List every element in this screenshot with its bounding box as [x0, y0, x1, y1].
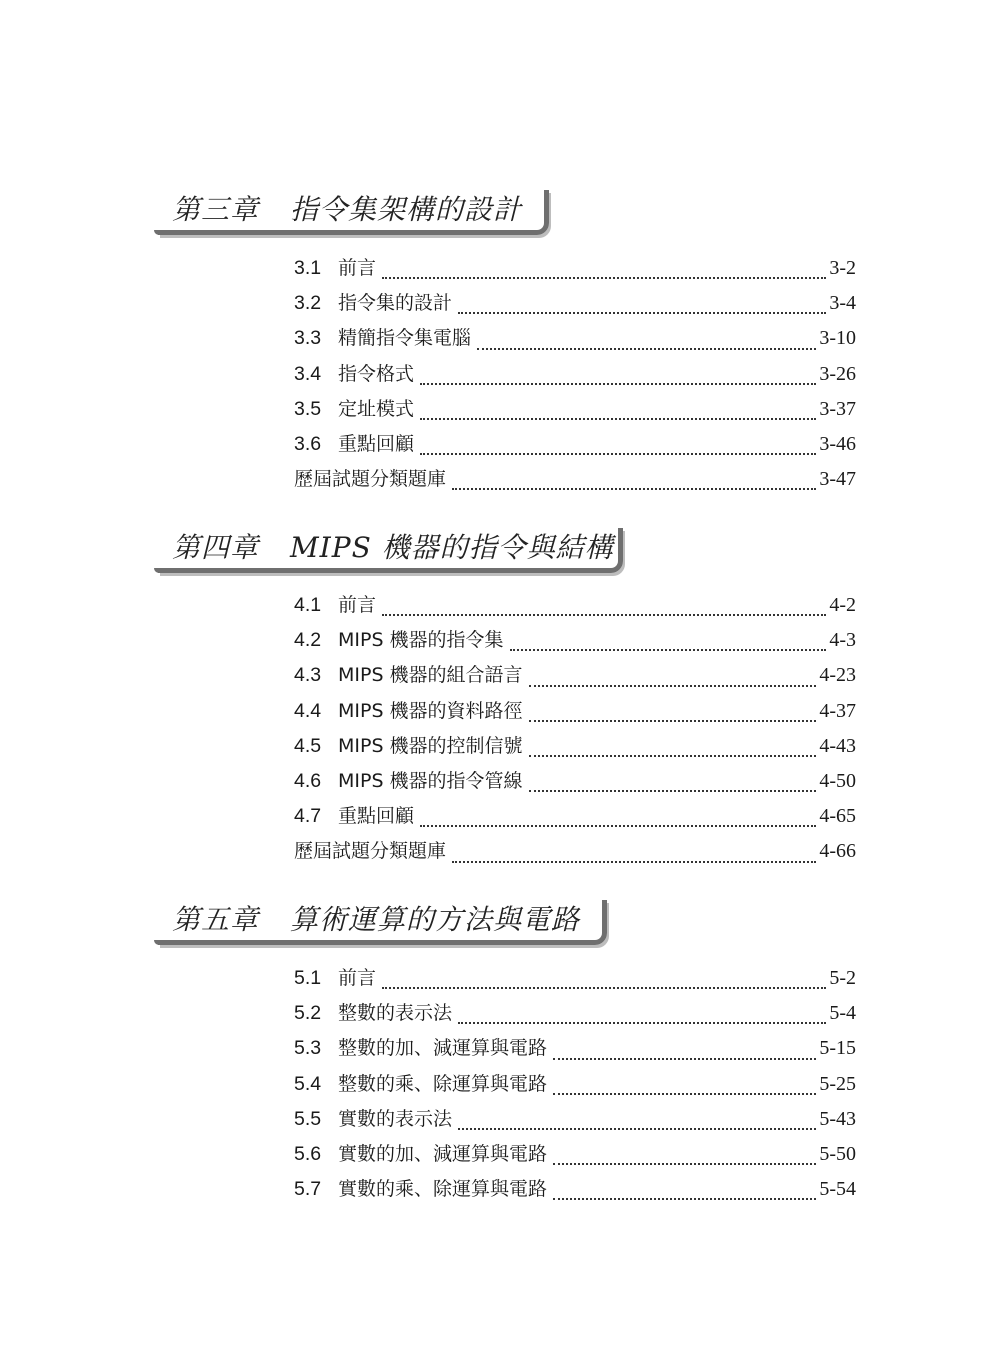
toc-section-number: 4.4 — [294, 699, 322, 722]
chapter-header — [158, 900, 878, 952]
dot-leader — [477, 348, 816, 350]
dot-leader — [382, 277, 826, 279]
toc-page-number: 3-10 — [819, 327, 856, 350]
toc-page-number: 3-2 — [829, 257, 856, 279]
chapter-section — [158, 528, 878, 863]
toc-entry[interactable] — [294, 799, 856, 834]
toc-page-number: 5-54 — [819, 1178, 856, 1201]
dot-leader — [458, 1128, 816, 1130]
chapter-number: 第四章 — [172, 531, 260, 564]
toc-entry[interactable] — [294, 623, 856, 658]
toc-section-title: 前言 — [338, 967, 377, 989]
toc-list — [294, 251, 856, 497]
toc-entry[interactable] — [294, 764, 856, 799]
toc-page-number: 4-65 — [819, 805, 856, 828]
dot-leader — [458, 312, 826, 314]
chapter-number: 第五章 — [172, 903, 260, 936]
toc-entry[interactable] — [294, 1172, 856, 1207]
toc-page-number: 4-50 — [819, 769, 856, 792]
toc-entry[interactable] — [294, 286, 856, 321]
dot-leader — [420, 453, 816, 455]
toc-page-number: 5-4 — [829, 1002, 856, 1025]
toc-section-number: 4.7 — [294, 805, 322, 828]
toc-page-number: 4-2 — [829, 594, 856, 616]
dot-leader — [452, 861, 816, 863]
toc-section-title: 整數的加、減運算與電路 — [338, 1037, 548, 1060]
dot-leader — [452, 488, 816, 490]
dot-leader — [553, 1058, 816, 1060]
chapter-section — [158, 900, 878, 1201]
toc-section-number: 4.5 — [294, 734, 322, 757]
toc-section-number: 3.5 — [294, 397, 322, 420]
toc-section-title: 精簡指令集電腦 — [338, 327, 472, 350]
toc-page-number: 3-37 — [819, 397, 856, 420]
chapter-number: 第三章 — [172, 193, 260, 226]
toc-section-number: 4.1 — [294, 594, 322, 616]
toc-page-number: 3-4 — [829, 292, 856, 315]
toc-entry[interactable] — [294, 1031, 856, 1066]
toc-entry[interactable] — [294, 694, 856, 729]
toc-page-number: 4-43 — [819, 734, 856, 757]
dot-leader — [458, 1022, 826, 1024]
toc-section-title: 重點回顧 — [338, 805, 415, 828]
toc-entry[interactable] — [294, 658, 856, 693]
dot-leader — [420, 383, 816, 385]
chapter-header — [158, 528, 878, 580]
toc-entry[interactable] — [294, 427, 856, 462]
toc-section-title: 歷屆試題分類題庫 — [294, 468, 447, 491]
toc-section-number: 5.5 — [294, 1107, 322, 1130]
dot-leader — [382, 987, 826, 989]
toc-entry[interactable] — [294, 1137, 856, 1172]
toc-entry[interactable] — [294, 1067, 856, 1102]
toc-section-title: 前言 — [338, 594, 377, 616]
toc-entry[interactable] — [294, 1102, 856, 1137]
toc-entry[interactable] — [294, 321, 856, 356]
dot-leader — [420, 825, 816, 827]
dot-leader — [553, 1198, 816, 1200]
dot-leader — [529, 720, 817, 722]
toc-section-number: 5.2 — [294, 1002, 322, 1025]
toc-section-number: 4.6 — [294, 769, 322, 792]
dot-leader — [553, 1163, 816, 1165]
toc-section-number: 3.3 — [294, 327, 322, 350]
toc-section-title: 實數的表示法 — [338, 1107, 453, 1130]
toc-section-title: MIPS 機器的指令集 — [338, 629, 504, 652]
toc-section-number: 5.3 — [294, 1037, 322, 1060]
toc-entry[interactable] — [294, 462, 856, 497]
toc-page-number: 3-46 — [819, 432, 856, 455]
toc-section-number: 3.4 — [294, 362, 322, 385]
chapter-title: 指令集架構的設計 — [290, 193, 523, 226]
toc-section-title: MIPS 機器的組合語言 — [338, 664, 523, 687]
toc-page-number: 4-23 — [819, 664, 856, 687]
toc-page-number: 5-25 — [819, 1072, 856, 1095]
chapter-header — [158, 190, 878, 242]
toc-page-number: 4-66 — [819, 840, 856, 863]
toc-entry[interactable] — [294, 251, 856, 286]
toc-section-number: 5.4 — [294, 1072, 322, 1095]
toc-section-title: 實數的加、減運算與電路 — [338, 1142, 548, 1165]
dot-leader — [382, 614, 826, 616]
toc-list — [294, 961, 856, 1207]
toc-section-number: 4.2 — [294, 629, 322, 652]
toc-section-title: 歷屆試題分類題庫 — [294, 840, 447, 863]
toc-section-number: 5.6 — [294, 1142, 322, 1165]
dot-leader — [420, 418, 816, 420]
toc-page-number: 5-15 — [819, 1037, 856, 1060]
toc-entry[interactable] — [294, 729, 856, 764]
toc-section-title: 定址模式 — [338, 397, 415, 420]
toc-section-title: 指令格式 — [338, 362, 415, 385]
dot-leader — [529, 755, 817, 757]
toc-section-number: 3.1 — [294, 257, 322, 279]
toc-section-title: 整數的乘、除運算與電路 — [338, 1072, 548, 1095]
toc-page-number: 3-26 — [819, 362, 856, 385]
toc-page-number: 5-50 — [819, 1142, 856, 1165]
toc-section-title: 重點回顧 — [338, 432, 415, 455]
toc-page-number: 5-2 — [829, 967, 856, 989]
dot-leader — [553, 1093, 816, 1095]
toc-section-title: MIPS 機器的指令管線 — [338, 769, 523, 792]
toc-section-number: 4.3 — [294, 664, 322, 687]
toc-section-number: 5.7 — [294, 1178, 322, 1201]
toc-page-number: 3-47 — [819, 468, 856, 491]
toc-page-number: 4-3 — [829, 629, 856, 652]
toc-entry[interactable] — [294, 996, 856, 1031]
chapter-title: 算術運算的方法與電路 — [290, 903, 581, 936]
dot-leader — [529, 685, 817, 687]
toc-entry[interactable] — [294, 834, 856, 869]
toc-section-title: 指令集的設計 — [338, 292, 453, 315]
toc-section-number: 3.6 — [294, 432, 322, 455]
toc-list — [294, 588, 856, 870]
dot-leader — [510, 649, 827, 651]
toc-section-title: 前言 — [338, 257, 377, 279]
toc-entry[interactable] — [294, 961, 856, 996]
toc-entry[interactable] — [294, 357, 856, 392]
toc-page-number: 5-43 — [819, 1107, 856, 1130]
toc-section-title: MIPS 機器的控制信號 — [338, 734, 523, 757]
chapter-title: MIPS 機器的指令與結構 — [290, 531, 614, 564]
toc-entry[interactable] — [294, 588, 856, 623]
toc-section-number: 3.2 — [294, 292, 322, 315]
toc-entry[interactable] — [294, 392, 856, 427]
toc-section-number: 5.1 — [294, 967, 322, 989]
toc-page-number: 4-37 — [819, 699, 856, 722]
toc-section-title: MIPS 機器的資料路徑 — [338, 699, 523, 722]
toc-section-title: 整數的表示法 — [338, 1002, 453, 1025]
chapter-section — [158, 190, 878, 491]
toc-section-title: 實數的乘、除運算與電路 — [338, 1178, 548, 1201]
dot-leader — [529, 790, 817, 792]
